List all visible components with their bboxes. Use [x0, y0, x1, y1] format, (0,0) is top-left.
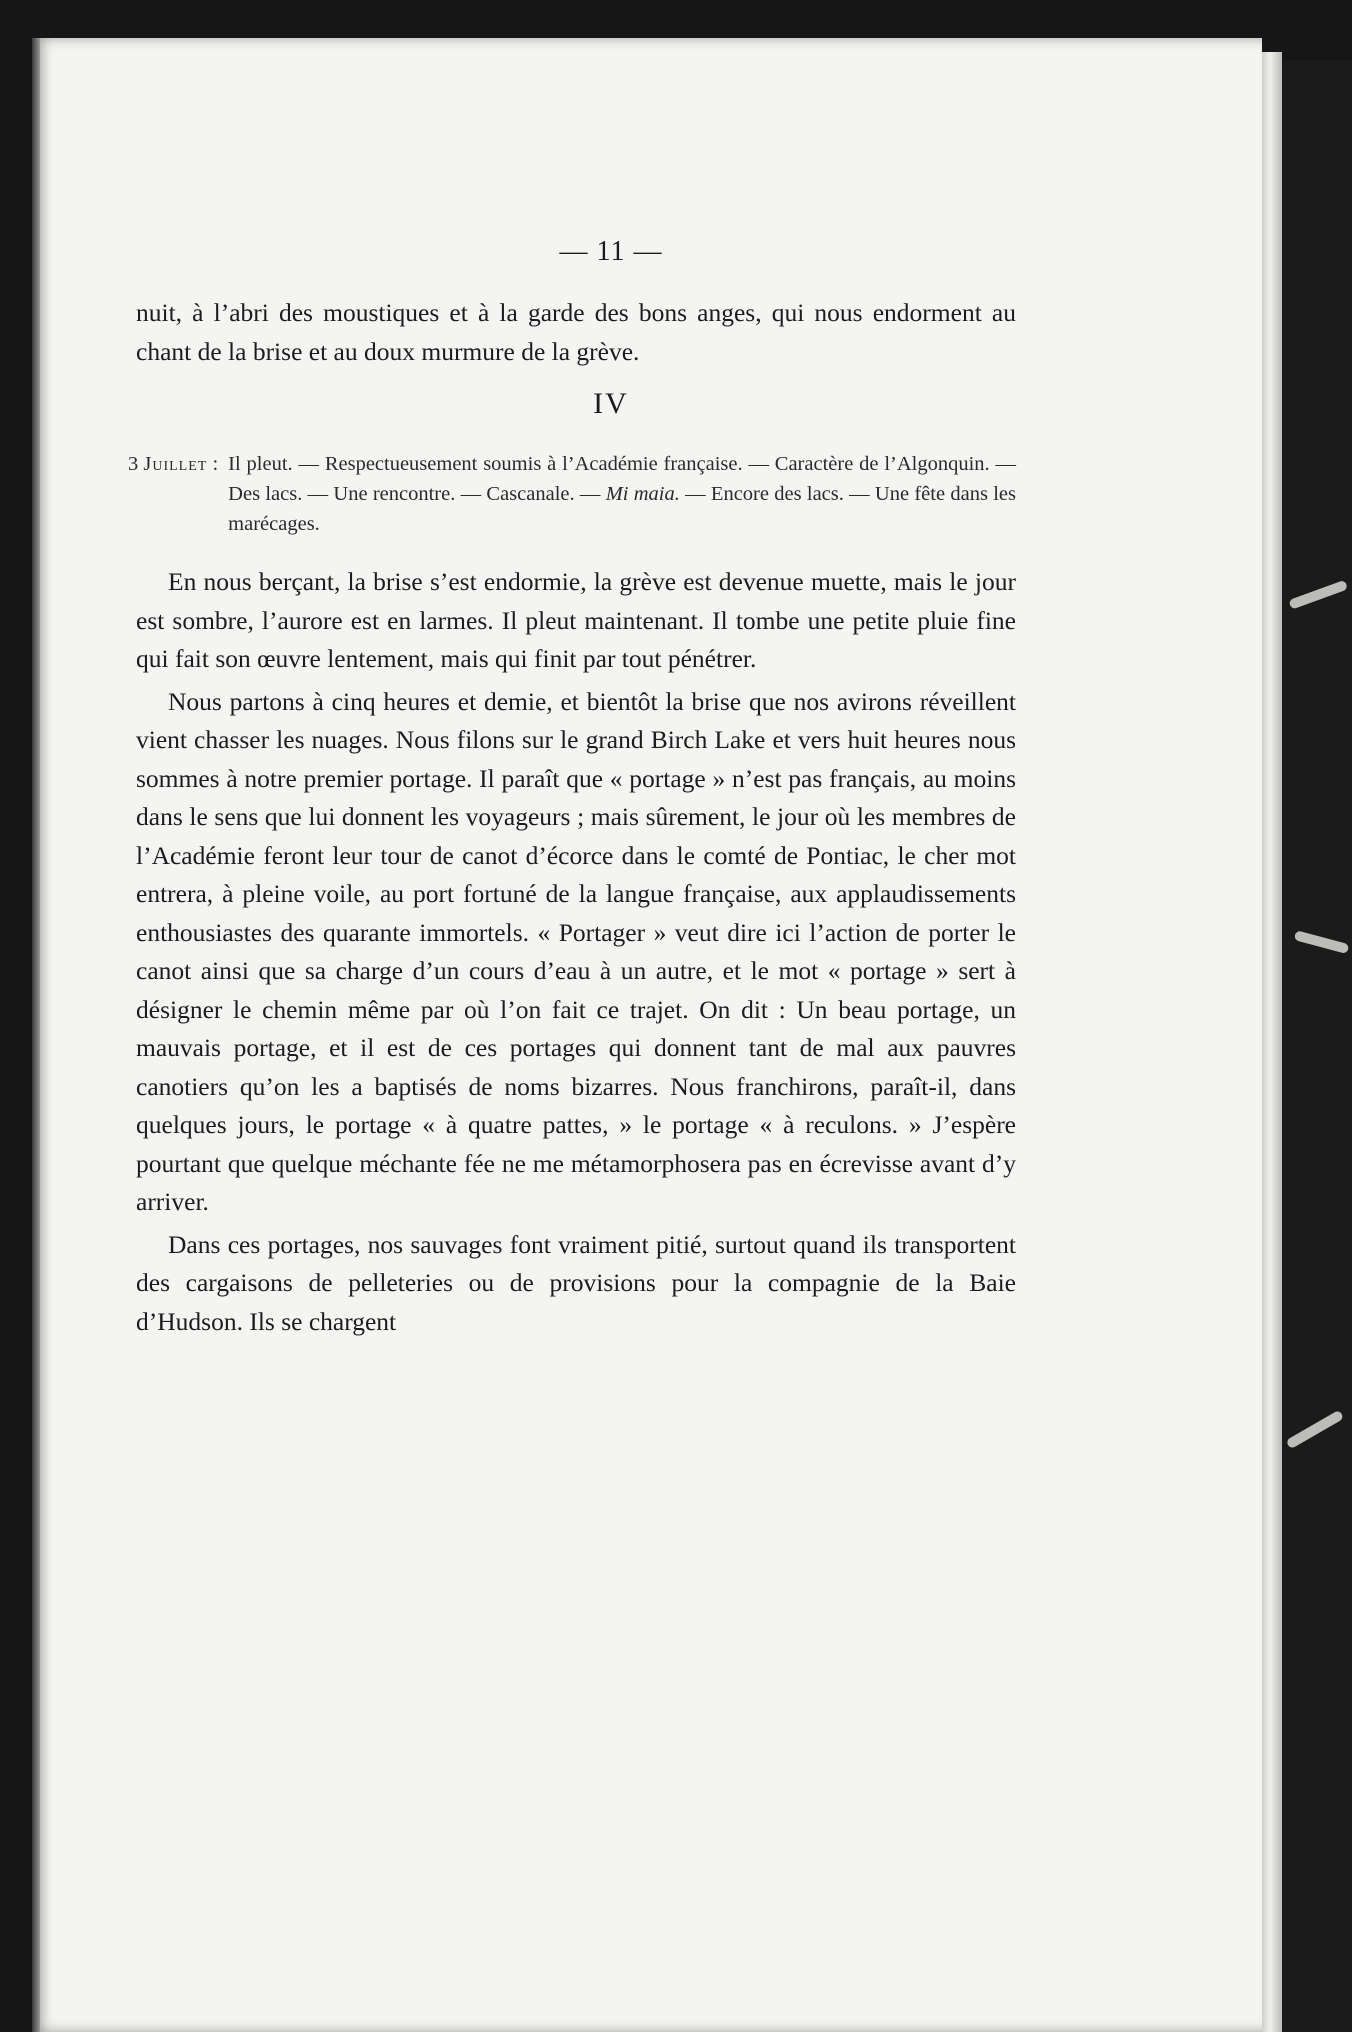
binding-edge — [32, 38, 40, 2032]
summary-text-part2: — Encore des lacs. — Une fête dans les marécages. — [228, 483, 1016, 535]
summary-date-separator: : — [207, 453, 219, 475]
chapter-summary — [128, 449, 1016, 539]
summary-text — [228, 449, 1016, 539]
page-text — [128, 236, 1016, 1341]
body-paragraph: En nous berçant, la brise s’est endormie, la grève est devenue muette, mais le jour est sombre, l’aurore est en larmes. Il pleut maintenant. Il tombe une petite pluie fine qui fait son œuvre lentement, mais qui finit par tout pénétrer. — [136, 567, 1016, 673]
summary-text-part1: Il pleut. — Respectueusement soumis à l’Académie française. — Caractère de l’Algonquin. — Des lacs. — Une rencontre. — Cascanale. — — [228, 453, 1016, 505]
summary-text-italic: Mi maia. — [605, 483, 680, 505]
page-edge — [1262, 52, 1282, 2032]
section-heading: IV — [593, 387, 629, 420]
summary-date-month: Juillet — [143, 453, 208, 475]
summary-date-day: 3 — [128, 453, 139, 475]
body-paragraphs — [136, 563, 1016, 1341]
page-number: — 11 — — [559, 236, 663, 267]
body-paragraph: Nous partons à cinq heures et demie, et bientôt la brise que nos avirons réveillent vient chasser les nuages. Nous filons sur le grand Birch Lake et vers huit heures nous sommes à notre premier portage. Il paraît que « portage » n’est pas français, au moins dans le sens que lui donnent les voyageurs ; mais sûrement, le jour où les membres de l’Académie feront leur tour de canot d’écorce dans le comté de Pontiac, le cher mot entrera, à pleine voile, au port fortuné de la langue française, aux applaudissements enthousiastes des quarante immortels. « Portager » veut dire ici l’action de porter le canot ainsi que sa charge d’un cours d’eau à un autre, et le mot « portage » sert à désigner le chemin même par où l’on fait ce trajet. On dit : Un beau portage, un mauvais portage, et il est de ces portages qui donnent tant de mal aux pauvres canotiers qu’on les a baptisés de noms bizarres. Nous franchirons, paraît-il, dans quelques jours, le portage « à quatre pattes, » le portage « à reculons. » J’espère pourtant que quelque méchante fée ne me métamorphosera pas en écrevisse avant d’y arriver. — [136, 686, 1016, 1216]
opening-paragraph: nuit, à l’abri des moustiques et à la garde des bons anges, qui nous endorment au chant de la brise et au doux murmure de la grève. — [136, 298, 1016, 366]
summary-date — [128, 449, 228, 539]
background-shadow — [1282, 60, 1352, 2032]
body-paragraph: Dans ces portages, nos sauvages font vraiment pitié, surtout quand ils transportent des cargaisons de pelleteries ou de provisions pour la compagnie de la Baie d’Hudson. Ils se chargent — [136, 1229, 1016, 1336]
